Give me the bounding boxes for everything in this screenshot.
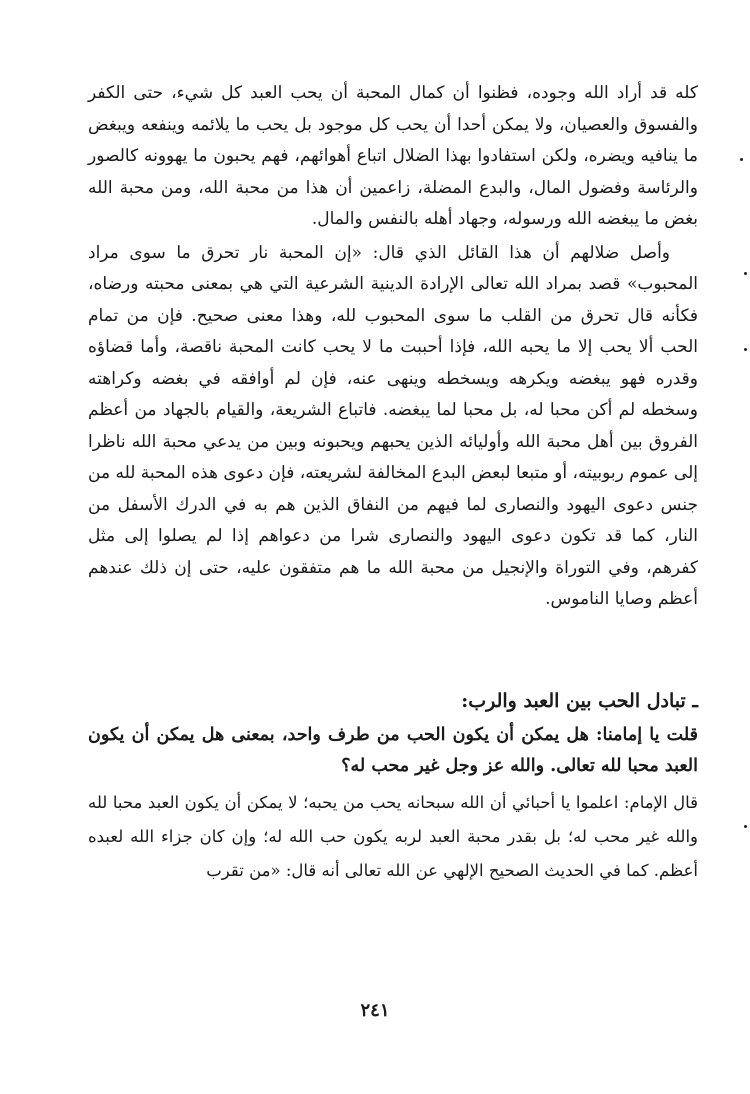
question-text: قلت يا إمامنا: هل يمكن أن يكون الحب من طرف واحد، بمعنى هل يمكن أن يكون العبد محبا لله تعالى. والله عز وجل غير محب له؟ [88,724,698,776]
paragraph-1-text: كله قد أراد الله وجوده، فظنوا أن كمال المحبة أن يحب العبد كل شيء، حتى الكفر والفسوق والعصيان، ولا يمكن أحدا أن يحب كل موجود بل يحب ما يلائمه وينفعه ويبغض ما ينافيه ويضره، ولكن استفادوا بهذا الضلال اتباع أهوائهم، فهم يحبون ما يهوونه كالصور والرئاسة وفضول المال، والبدع المضلة، زاعمين أن هذا من محبة الله، ومن محبة الله بغض ما يبغضه الله ورسوله، وجهاد أهله بالنفس والمال. [88,83,698,229]
section-heading: ـ تبادل الحب بين العبد والرب: [461,689,698,712]
margin-mark [744,348,747,351]
page-body [88,78,698,888]
paragraph-2-text: وأصل ضلالهم أن هذا القائل الذي قال: «إن المحبة نار تحرق ما سوى مراد المحبوب» قصد بمراد الله تعالى الإرادة الدينية الشرعية التي هي بمعنى محبته ورضاه، فكأنه قال تحرق من القلب ما سوى المحبوب لله، وهذا معنى صحيح. فإن من تمام الحب ألا يحب إلا ما يحبه الله، فإذا أحببت ما لا يحب كانت المحبة ناقصة، وأما قضاؤه وقدره فهو يبغضه ويكرهه ويسخطه وينهى عنه، فإن لم أوافقه في بغضه وكراهته وسخطه لم أكن محبا له، بل محبا لما يبغضه. فاتباع الشريعة، والقيام بالجهاد من أعظم الفروق بين أهل محبة الله وأوليائه الذين يحبهم ويحبونه وبين من يدعي محبة الله ناظرا إلى عموم ربوبيته، أو متبعا لبعض البدع المخالفة لشريعته، فإن دعوى هذه المحبة لله من جنس دعوى اليهود والنصارى لما فيهم من النفاق الذين هم به في الدرك الأسفل من النار، كما قد تكون دعوى اليهود والنصارى شرا من دعواهم إذا لم يصلوا إلى مثل كفرهم، وفي التوراة والإنجيل من محبة الله ما هم متفقون عليه، حتى إن ذلك عندهم أعظم وصايا الناموس. [88,242,698,609]
paragraph-2 [88,238,698,616]
paragraph-1 [88,78,698,236]
margin-mark [744,272,747,275]
answer-text: قال الإمام: اعلموا يا أحبائي أن الله سبحانه يحب من يحبه؛ لا يمكن أن يكون العبد محبا لله والله غير محب له؛ بل بقدر محبة العبد لربه يكون حب الله له؛ وإن كان جزاء الله لعبده أعظم. كما في الحديث الصحيح الإلهي عن الله تعالى أنه قال: «من تقرب [88,792,698,880]
margin-mark [740,158,743,161]
page-number: ٢٤١ [360,1000,390,1021]
margin-mark [744,825,747,828]
